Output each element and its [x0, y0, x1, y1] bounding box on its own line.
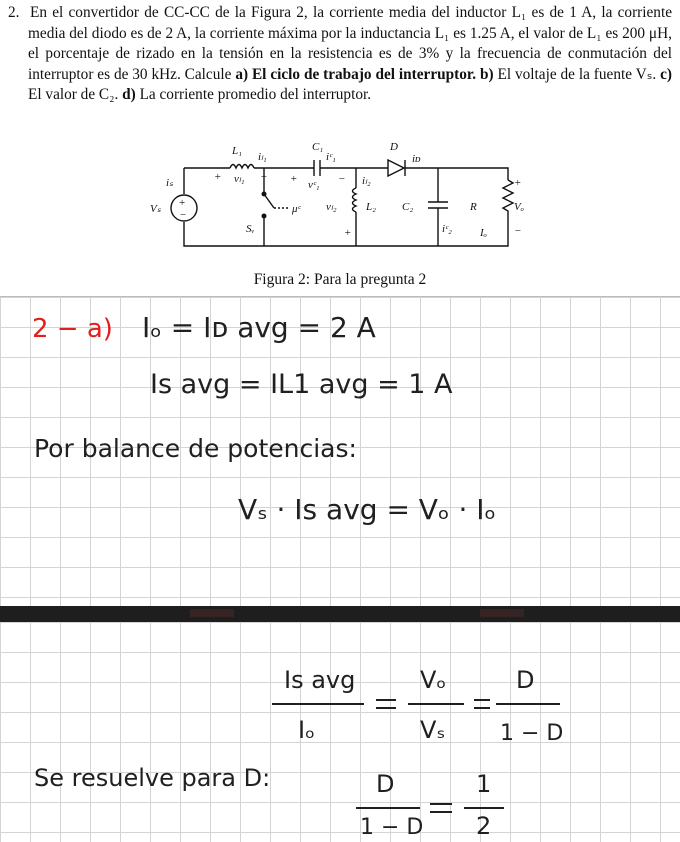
label-minus-vC1: −	[338, 173, 346, 185]
label-Vo: Vₒ	[514, 201, 524, 213]
label-plus-vL1: +	[214, 171, 222, 183]
frac2-numerator: Vₒ	[420, 666, 447, 694]
problem-number: 2.	[8, 4, 20, 21]
equation-io: Iₒ = Iᴅ avg = 2 A	[142, 311, 376, 344]
label-L1: L₁	[232, 145, 242, 157]
handwriting-page-2	[0, 622, 680, 842]
label-minus-vL1: −	[260, 171, 268, 183]
label-C2: C₂	[402, 201, 414, 213]
frac4-denominator: 1 − D	[360, 815, 424, 840]
label-vL1: vₗ₁	[234, 173, 245, 185]
frac2-denominator: Vₛ	[420, 716, 446, 744]
label-iD: iᴅ	[412, 153, 421, 165]
label-mu-c: μᶜ	[292, 203, 301, 215]
power-balance-text: Por balance de potencias:	[34, 434, 357, 463]
label-vC1: vᶜ₁	[308, 179, 320, 191]
problem-paragraph	[8, 3, 672, 106]
part-c-letter: c)	[660, 65, 673, 83]
page-break	[0, 606, 680, 622]
label-Io: Iₒ	[480, 227, 487, 239]
label-C1: C₁	[312, 141, 324, 153]
part-d-text: La corriente promedio del interruptor.	[139, 86, 372, 103]
equation-power-balance: Vₛ · Is avg = Vₒ · Iₒ	[238, 493, 497, 526]
solve-for-d-text: Se resuelve para D:	[34, 764, 271, 792]
label-iC1: iᶜ₁	[326, 151, 336, 163]
label-L2: L₂	[366, 201, 376, 213]
label-R: R	[470, 201, 477, 213]
frac4-numerator: D	[376, 770, 395, 798]
part-b-text: El voltaje de la fuente Vₛ.	[497, 65, 657, 83]
frac5-denominator: 2	[476, 812, 492, 840]
label-iL1: iₗ₁	[258, 151, 267, 163]
frac1-numerator: Is avg	[284, 666, 356, 694]
notes-page-2	[0, 622, 680, 842]
label-plus-vL2: +	[344, 227, 352, 239]
label-source-plus: +	[179, 197, 186, 209]
label-D: D	[390, 141, 398, 153]
label-plus-Vo: +	[514, 177, 522, 189]
page-break-marker	[190, 609, 234, 617]
handwriting-page-1	[0, 297, 680, 609]
label-iL2: iₗ₂	[362, 175, 371, 187]
label-Vs: Vₛ	[150, 203, 161, 215]
label-iC2: iᶜ₂	[442, 223, 452, 235]
part-a-letter: a)	[235, 65, 249, 83]
frac5-numerator: 1	[476, 770, 492, 798]
label-minus-Vo: −	[514, 225, 522, 237]
label-source-minus: −	[180, 209, 187, 221]
frac3-denominator: 1 − D	[500, 721, 564, 746]
page-break-marker	[480, 609, 524, 617]
label-plus-vC1: +	[290, 173, 298, 185]
part-a-text: El ciclo de trabajo del interruptor.	[251, 65, 477, 83]
label-is: iₛ	[166, 177, 174, 189]
equation-is-avg: Is avg = IL1 avg = 1 A	[150, 369, 453, 400]
label-Sw: Sᵥ	[246, 223, 255, 235]
figure-caption: Figura 2: Para la pregunta 2	[253, 271, 427, 288]
circuit-diagram	[140, 136, 540, 266]
frac3-numerator: D	[516, 666, 535, 694]
frac1-denominator: Iₒ	[298, 716, 316, 744]
label-vL2: vₗ₂	[326, 201, 337, 213]
part-d-letter: d)	[122, 86, 136, 103]
fraction-bars	[272, 704, 560, 808]
problem-body: En el convertidor de CC-CC de la Figura 2, la corriente media del inductor L₁ es de 1 A, la corriente media del diodo es de 2 A, la corriente máxima por la inductancia L₁ es 1.25 A, el valor de L₁ es 200 μH, el porcentaje de rizado en la tensión en la resistencia es de 3% y la frecuencia de conmutación del interruptor es de 30 kHz. Calcule	[28, 4, 672, 83]
problem-statement	[0, 0, 680, 296]
answer-label: 2 − a)	[32, 314, 113, 344]
part-b-letter: b)	[480, 65, 494, 83]
notes-page-1	[0, 296, 680, 609]
part-c-text: El valor de C₂.	[28, 86, 119, 103]
